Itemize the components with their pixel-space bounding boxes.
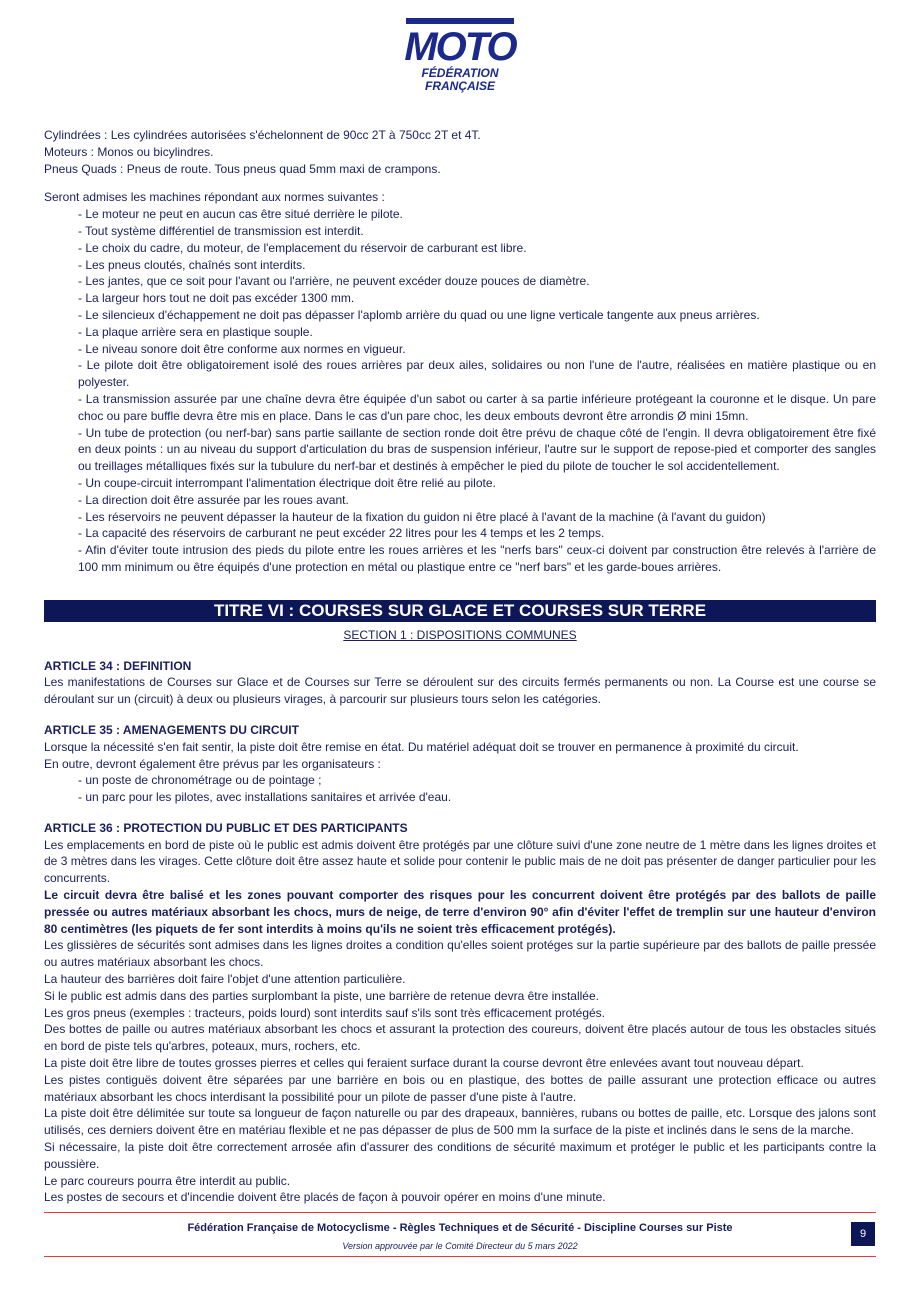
article-36-line: La piste doit être libre de toutes grosses pierres et celles qui feraient surface durant la course devront être enlevées avant tout nouveau départ. [44,1056,804,1071]
article-36-line: Les pistes contiguës doivent être séparées par une barrière en bois ou en plastique, des bottes de paille assurant une protection efficace ou autres matériaux absorbant les chocs interdisant la possibilité pour un pilote de passer d'une piste à l'autre. [44,1072,876,1104]
list-item: - La transmission assurée par une chaîne devra être équipée d'un sabot ou carter à sa partie inférieure protégeant la couronne et le disque. Un pare choc ou pare buffle devra être mis en place. Dans le cas d'un pare choc, les deux embouts devront être arrondis Ø mini 15mn. [78,391,876,423]
article-35-line: En outre, devront également être prévus par les organisateurs : [44,756,381,771]
norms-lead: Seront admises les machines répondant aux normes suivantes : [44,190,385,205]
section-title: SECTION 1 : DISPOSITIONS COMMUNES [343,627,577,642]
footer-rule-bottom [44,1256,876,1257]
article-36-p1: Les emplacements en bord de piste où le public est admis doivent être protégés par une clôture suivi d'une zone neutre de 1 mètre dans les lignes droites et de 3 mètres dans les virages. Cette clôture doit être assez haute et solide pour contenir le public mais de ne doit pas présenter de danger particulier pour les concurrents. [44,837,876,886]
logo-line2: FRANÇAISE [424,79,496,93]
list-item: - La plaque arrière sera en plastique souple. [78,324,313,339]
list-item: - un parc pour les pilotes, avec installations sanitaires et arrivée d'eau. [78,790,452,805]
logo-bar [406,18,514,24]
list-item: - Les jantes, que ce soit pour l'avant ou l'arrière, ne peuvent excéder douze pouces de diamètre. [78,274,590,289]
ffm-logo [390,18,530,96]
list-item: - Tout système différentiel de transmission est interdit. [78,223,364,238]
footer-title: Fédération Française de Motocyclisme - Règles Techniques et de Sécurité - Discipline Courses sur Piste [187,1222,733,1234]
footer-version: Version approuvée par le Comité Directeur du 5 mars 2022 [342,1241,578,1251]
article-36-title: ARTICLE 36 : PROTECTION DU PUBLIC ET DES PARTICIPANTS [44,820,408,835]
list-item: - Le moteur ne peut en aucun cas être situé derrière le pilote. [78,207,403,222]
list-item: - Un tube de protection (ou nerf-bar) sans partie saillante de section ronde doit être prévu de chaque côté de l'engin. Il devra obligatoirement être fixé en deux points : un au niveau du support d'articulation du bras de suspension inférieur, l'autre sur le support de repose-pied et comporter des sangles ou treillages métalliques fixés sur la tubulure du nerf-bar et destinés à empêcher le pied du pilote de toucher le sol accidentellement. [78,425,876,474]
list-item: - Les réservoirs ne peuvent dépasser la hauteur de la fixation du guidon ni être placé à l'avant de la machine (à l'avant du guidon) [78,509,766,524]
list-item: - Le niveau sonore doit être conforme aux normes en vigueur. [78,341,406,356]
list-item: - un poste de chronométrage ou de pointage ; [78,773,322,788]
intro-line: Cylindrées : Les cylindrées autorisées s'échelonnent de 90cc 2T à 750cc 2T et 4T. [44,128,481,142]
article-35-title: ARTICLE 35 : AMENAGEMENTS DU CIRCUIT [44,722,299,737]
list-item: - Le silencieux d'échappement ne doit pas dépasser l'aplomb arrière du quad ou une ligne verticale tangente aux pneus arrières. [78,307,760,322]
article-36-line: Les postes de secours et d'incendie doivent être placés de façon à pouvoir opérer en moins d'une minute. [44,1190,606,1205]
logo-line1: FÉDÉRATION [421,66,499,80]
list-item: - La capacité des réservoirs de carburant ne peut excéder 22 litres pour les 4 temps et les 2 temps. [78,526,605,541]
article-36-line: Si le public est admis dans des parties surplombant la piste, une barrière de retenue devra être installée. [44,988,599,1003]
article-36-bold: Le circuit devra être balisé et les zones pouvant comporter des risques pour les concurrent doivent être protégés par des ballots de paille pressée ou autres matériaux absorbant les chocs, murs de neige, de terre d'environ 90° afin d'éviter l'effet de tremplin sur une hauteur d'environ 80 centimètres (les piquets de fer sont interdits à moins qu'ils ne soient très efficacement protégés). [44,888,876,936]
titre-banner: TITRE VI : COURSES SUR GLACE ET COURSES SUR TERRE [44,600,876,622]
intro-line: Pneus Quads : Pneus de route. Tous pneus quad 5mm maxi de crampons. [44,161,441,176]
article-36-line: Si nécessaire, la piste doit être correctement arrosée afin d'assurer des conditions de sécurité maximum et protéger le public et les participants contre la poussière. [44,1140,876,1171]
intro-line: Moteurs : Monos ou bicylindres. [44,144,214,159]
footer-rule-top [44,1212,876,1213]
article-36-line: La piste doit être délimitée sur toute sa longueur de façon naturelle ou par des drapeaux, bannières, rubans ou bottes de paille, etc. Lorsque des jalons sont utilisés, ces derniers doivent être en matériau flexible et ne pas dépasser de plus de 500 mm la surface de la piste et inclinés dans le sens de la marche. [44,1106,876,1138]
norms-list [44,206,876,576]
list-item: - Afin d'éviter toute intrusion des pieds du pilote entre les roues arrières et les "nerfs bars" ceux-ci doivent par construction être relevés à l'arrière de 100 mm minimum ou être équipés d'une protection en métal ou plastique entre ce "nerf bars" et les garde-boues arrières. [78,543,876,574]
list-item: - Un coupe-circuit interrompant l'alimentation électrique doit être relié au pilote. [78,475,496,490]
article-36-line: Les glissières de sécurités sont admises dans les lignes droites a condition qu'elles soient protéges sur la partie supérieure par des ballots de paille pressée ou autres matériaux absorbant les chocs. [44,938,876,970]
article-36-line: Les gros pneus (exemples : tracteurs, poids lourd) sont interdits sauf s'ils sont très efficacement protégés. [44,1005,606,1020]
article-36-line: Des bottes de paille ou autres matériaux absorbant les chocs et assurant la protection des coureurs, doivent être placés autour de tous les obstacles situés en bord de piste tels qu'arbres, poteaux, murs, rochers, etc. [44,1022,876,1054]
list-item: - La direction doit être assurée par les roues avant. [78,492,349,507]
list-item: - Le choix du cadre, du moteur, de l'emplacement du réservoir de carburant est libre. [78,240,527,255]
list-item: - Le pilote doit être obligatoirement isolé des roues arrières par deux ailes, solidaires ou non l'une de l'autre, réalisées en matière plastique ou en polyester. [78,358,876,390]
page-content [44,127,876,1206]
logo-word: MOTO [404,25,516,69]
list-item: - La largeur hors tout ne doit pas excéder 1300 mm. [78,291,355,306]
list-item: - Les pneus cloutés, chaînés sont interdits. [78,257,306,272]
article-34-text: Les manifestations de Courses sur Glace et de Courses sur Terre se déroulent sur des circuits fermés permanents ou non. La Course est une course se déroulant sur un (circuit) à deux ou plusieurs virages, à parcourir sur plusieurs tours selon les catégories. [44,675,876,707]
article-34-title: ARTICLE 34 : DEFINITION [44,658,192,673]
article-35-line: Lorsque la nécessité s'en fait sentir, la piste doit être remise en état. Du matériel adéquat doit se trouver en permanence à proximité du circuit. [44,739,799,754]
article-36-line: La hauteur des barrières doit faire l'objet d'une attention particulière. [44,972,406,987]
page-number: 9 [851,1222,875,1246]
article-36-line: Le parc coureurs pourra être interdit au public. [44,1173,291,1188]
